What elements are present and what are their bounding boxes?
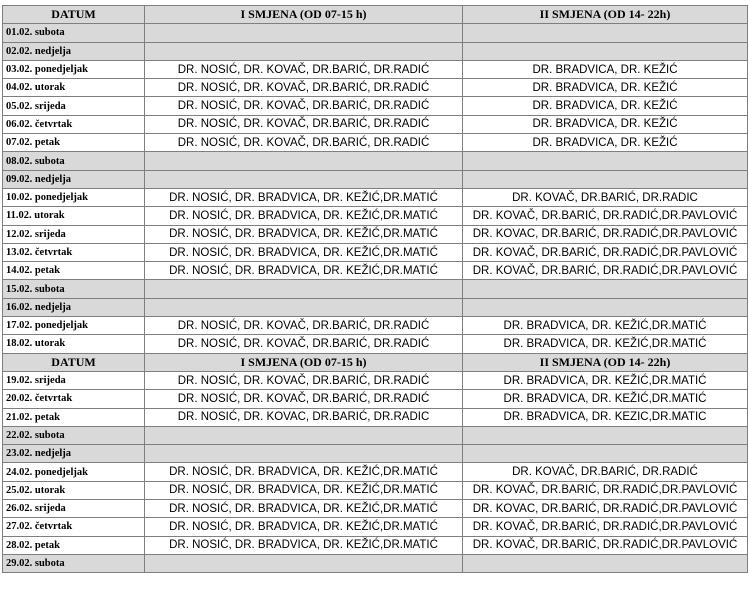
shift1-cell: DR. NOSIĆ, DR. KOVAČ, DR.BARIĆ, DR.RADIĆ xyxy=(145,335,463,353)
shift1-cell: DR. NOSIĆ, DR. BRADVICA, DR. KEŽIĆ,DR.MATIĆ xyxy=(145,225,463,243)
date-cell: 13.02. četvrtak xyxy=(3,243,145,261)
shift1-cell: DR. NOSIĆ, DR. BRADVICA, DR. KEŽIĆ,DR.MATIĆ xyxy=(145,536,463,554)
table-row xyxy=(3,371,748,389)
table-row xyxy=(3,500,748,518)
shift1-cell: DR. NOSIĆ, DR. KOVAČ, DR.BARIĆ, DR.RADIĆ xyxy=(145,134,463,152)
shift2-cell: DR. KOVAČ, DR.BARIĆ, DR.RADIĆ,DR.PAVLOVIĆ xyxy=(463,207,748,225)
shift1-cell: DR. NOSIĆ, DR. KOVAC, DR.BARIĆ, DR.RADIC xyxy=(145,408,463,426)
table-row xyxy=(3,97,748,115)
shift1-cell xyxy=(145,24,463,42)
shift2-cell: DR. BRADVICA, DR. KEŽIĆ xyxy=(463,134,748,152)
shift1-cell xyxy=(145,298,463,316)
shift1-cell: DR. NOSIĆ, DR. KOVAČ, DR.BARIĆ, DR.RADIĆ xyxy=(145,115,463,133)
weekend-row xyxy=(3,445,748,463)
shift2-column-header: II SMJENA (OD 14- 22h) xyxy=(463,6,748,24)
weekend-row xyxy=(3,42,748,60)
weekend-row xyxy=(3,554,748,572)
shift1-column-header: I SMJENA (OD 07-15 h) xyxy=(145,6,463,24)
date-cell: 09.02. nedjelja xyxy=(3,170,145,188)
date-cell: 12.02. srijeda xyxy=(3,225,145,243)
table-row xyxy=(3,390,748,408)
date-cell: 29.02. subota xyxy=(3,554,145,572)
date-cell: 28.02. petak xyxy=(3,536,145,554)
date-cell: 02.02. nedjelja xyxy=(3,42,145,60)
shift2-cell xyxy=(463,445,748,463)
shift2-column-header: II SMJENA (OD 14- 22h) xyxy=(463,353,748,371)
shift1-cell: DR. NOSIĆ, DR. BRADVICA, DR. KEŽIĆ,DR.MATIĆ xyxy=(145,500,463,518)
shift1-cell: DR. NOSIĆ, DR. KOVAČ, DR.BARIĆ, DR.RADIĆ xyxy=(145,79,463,97)
shift2-cell xyxy=(463,152,748,170)
table-row xyxy=(3,262,748,280)
date-cell: 07.02. petak xyxy=(3,134,145,152)
table-row xyxy=(3,463,748,481)
shift2-cell xyxy=(463,554,748,572)
schedule-body xyxy=(3,6,748,573)
shift1-cell xyxy=(145,170,463,188)
date-cell: 24.02. ponedjeljak xyxy=(3,463,145,481)
table-row xyxy=(3,134,748,152)
shift1-cell: DR. NOSIĆ, DR. BRADVICA, DR. KEŽIĆ,DR.MATIĆ xyxy=(145,463,463,481)
shift2-cell: DR. BRADVICA, DR. KEŽIĆ,DR.MATIĆ xyxy=(463,371,748,389)
shift1-cell: DR. NOSIĆ, DR. BRADVICA, DR. KEŽIĆ,DR.MATIĆ xyxy=(145,243,463,261)
weekend-row xyxy=(3,170,748,188)
shift1-cell: DR. NOSIĆ, DR. BRADVICA, DR. KEŽIĆ,DR.MATIĆ xyxy=(145,262,463,280)
table-row xyxy=(3,115,748,133)
shift2-cell: DR. BRADVICA, DR. KEŽIĆ,DR.MATIĆ xyxy=(463,390,748,408)
shift2-cell xyxy=(463,298,748,316)
date-cell: 23.02. nedjelja xyxy=(3,445,145,463)
shift2-cell: DR. BRADVICA, DR. KEŽIĆ xyxy=(463,97,748,115)
shift-schedule-table xyxy=(2,5,748,573)
shift2-cell: DR. KOVAČ, DR.BARIĆ, DR.RADIC xyxy=(463,188,748,206)
weekend-row xyxy=(3,426,748,444)
date-cell: 10.02. ponedjeljak xyxy=(3,188,145,206)
table-row xyxy=(3,243,748,261)
shift2-cell: DR. BRADVICA, DR. KEŽIĆ xyxy=(463,115,748,133)
shift1-cell: DR. NOSIĆ, DR. BRADVICA, DR. KEŽIĆ,DR.MATIĆ xyxy=(145,518,463,536)
weekend-row xyxy=(3,24,748,42)
date-cell: 15.02. subota xyxy=(3,280,145,298)
table-row xyxy=(3,60,748,78)
date-cell: 25.02. utorak xyxy=(3,481,145,499)
table-header-row xyxy=(3,353,748,371)
shift1-cell xyxy=(145,554,463,572)
table-header-row xyxy=(3,6,748,24)
shift1-cell xyxy=(145,152,463,170)
date-cell: 21.02. petak xyxy=(3,408,145,426)
shift1-cell xyxy=(145,426,463,444)
date-cell: 18.02. utorak xyxy=(3,335,145,353)
table-row xyxy=(3,317,748,335)
shift1-cell: DR. NOSIĆ, DR. BRADVICA, DR. KEŽIĆ,DR.MATIĆ xyxy=(145,188,463,206)
table-row xyxy=(3,408,748,426)
shift2-cell: DR. KOVAČ, DR.BARIĆ, DR.RADIĆ,DR.PAVLOVIĆ xyxy=(463,262,748,280)
shift2-cell: DR. KOVAČ, DR.BARIĆ, DR.RADIĆ,DR.PAVLOVIĆ xyxy=(463,518,748,536)
date-cell: 11.02. utorak xyxy=(3,207,145,225)
date-cell: 08.02. subota xyxy=(3,152,145,170)
shift2-cell: DR. BRADVICA, DR. KEŽIĆ,DR.MATIĆ xyxy=(463,317,748,335)
shift2-cell: DR. BRADVICA, DR. KEŽIĆ xyxy=(463,60,748,78)
table-row xyxy=(3,207,748,225)
shift2-cell: DR. BRADVICA, DR. KEZIC,DR.MATIC xyxy=(463,408,748,426)
shift1-cell: DR. NOSIĆ, DR. KOVAČ, DR.BARIĆ, DR.RADIĆ xyxy=(145,60,463,78)
date-cell: 26.02. srijeda xyxy=(3,500,145,518)
date-column-header: DATUM xyxy=(3,6,145,24)
shift1-cell: DR. NOSIĆ, DR. KOVAČ, DR.BARIĆ, DR.RADIĆ xyxy=(145,317,463,335)
table-row xyxy=(3,335,748,353)
shift2-cell: DR. KOVAC, DR.BARIĆ, DR.RADIĆ,DR.PAVLOVIĆ xyxy=(463,500,748,518)
shift2-cell: DR. KOVAČ, DR.BARIĆ, DR.RADIĆ,DR.PAVLOVIĆ xyxy=(463,243,748,261)
shift2-cell: DR. KOVAČ, DR.BARIĆ, DR.RADIĆ xyxy=(463,463,748,481)
table-row xyxy=(3,225,748,243)
date-cell: 01.02. subota xyxy=(3,24,145,42)
date-cell: 20.02. četvrtak xyxy=(3,390,145,408)
date-cell: 16.02. nedjelja xyxy=(3,298,145,316)
date-cell: 27.02. četvrtak xyxy=(3,518,145,536)
shift2-cell: DR. BRADVICA, DR. KEŽIĆ xyxy=(463,79,748,97)
weekend-row xyxy=(3,280,748,298)
shift2-cell xyxy=(463,170,748,188)
date-cell: 05.02. srijeda xyxy=(3,97,145,115)
shift1-cell: DR. NOSIĆ, DR. KOVAČ, DR.BARIĆ, DR.RADIĆ xyxy=(145,390,463,408)
shift2-cell xyxy=(463,426,748,444)
weekend-row xyxy=(3,298,748,316)
date-cell: 04.02. utorak xyxy=(3,79,145,97)
shift2-cell: DR. KOVAC, DR.BARIĆ, DR.RADIĆ,DR.PAVLOVIĆ xyxy=(463,225,748,243)
shift2-cell: DR. BRADVICA, DR. KEŽIĆ,DR.MATIĆ xyxy=(463,335,748,353)
shift1-cell: DR. NOSIĆ, DR. BRADVICA, DR. KEŽIĆ,DR.MATIĆ xyxy=(145,481,463,499)
date-cell: 22.02. subota xyxy=(3,426,145,444)
date-cell: 14.02. petak xyxy=(3,262,145,280)
table-row xyxy=(3,481,748,499)
date-column-header: DATUM xyxy=(3,353,145,371)
table-row xyxy=(3,518,748,536)
shift2-cell xyxy=(463,24,748,42)
shift1-cell: DR. NOSIĆ, DR. BRADVICA, DR. KEŽIĆ,DR.MATIĆ xyxy=(145,207,463,225)
date-cell: 19.02. srijeda xyxy=(3,371,145,389)
shift1-cell: DR. NOSIĆ, DR. KOVAČ, DR.BARIĆ, DR.RADIĆ xyxy=(145,97,463,115)
shift1-cell: DR. NOSIĆ, DR. KOVAČ, DR.BARIĆ, DR.RADIĆ xyxy=(145,371,463,389)
shift2-cell: DR. KOVAČ, DR.BARIĆ, DR.RADIĆ,DR.PAVLOVIĆ xyxy=(463,481,748,499)
shift2-cell xyxy=(463,42,748,60)
shift1-cell xyxy=(145,280,463,298)
shift2-cell: DR. KOVAČ, DR.BARIĆ, DR.RADIĆ,DR.PAVLOVIĆ xyxy=(463,536,748,554)
shift1-cell xyxy=(145,42,463,60)
shift1-column-header: I SMJENA (OD 07-15 h) xyxy=(145,353,463,371)
date-cell: 06.02. četvrtak xyxy=(3,115,145,133)
date-cell: 03.02. ponedjeljak xyxy=(3,60,145,78)
shift2-cell xyxy=(463,280,748,298)
table-row xyxy=(3,188,748,206)
weekend-row xyxy=(3,152,748,170)
table-row xyxy=(3,536,748,554)
table-row xyxy=(3,79,748,97)
date-cell: 17.02. ponedjeljak xyxy=(3,317,145,335)
shift1-cell xyxy=(145,445,463,463)
